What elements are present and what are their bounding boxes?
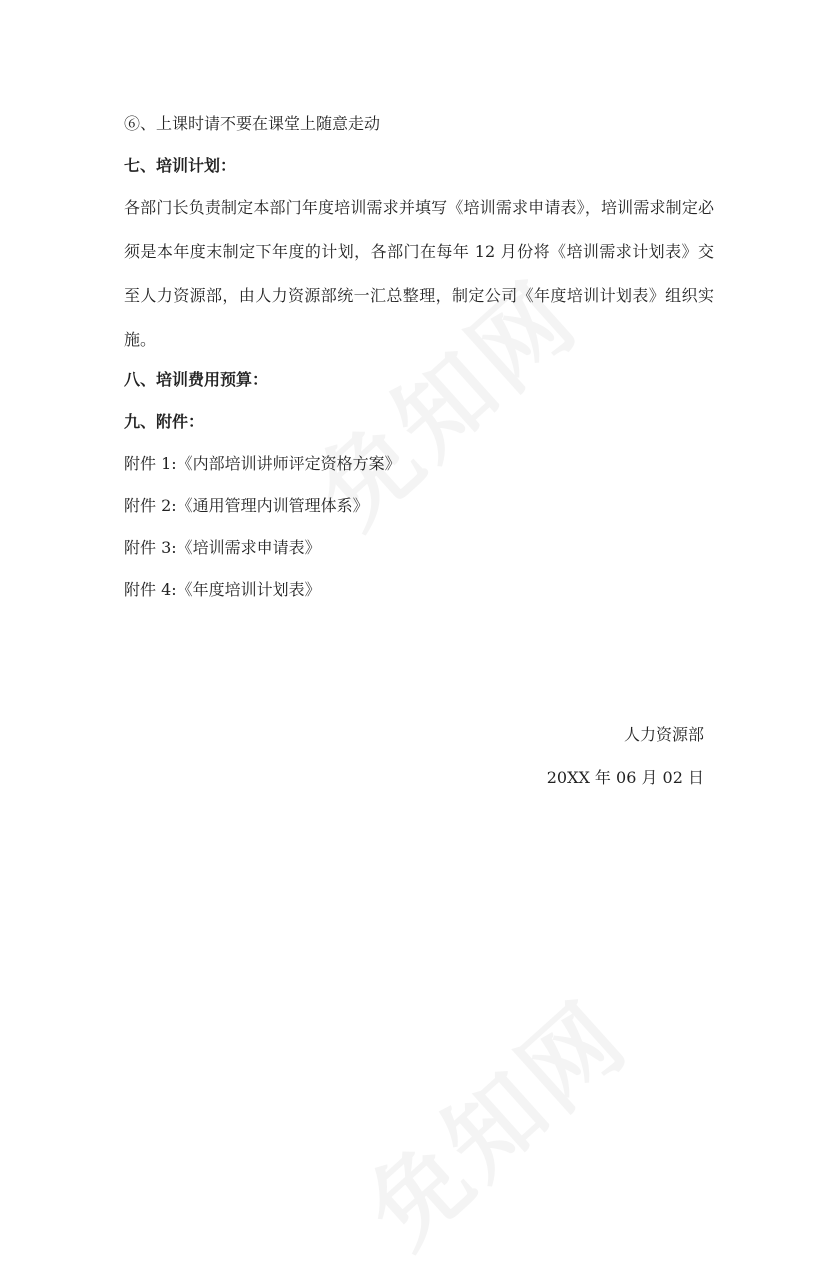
attachment-2: 附件 2:《通用管理内训管理体系》 — [124, 496, 369, 515]
attachment-3: 附件 3:《培训需求申请表》 — [124, 538, 321, 557]
attachment-4: 附件 4:《年度培训计划表》 — [124, 580, 321, 599]
section-7-paragraph: 各部门长负责制定本部门年度培训需求并填写《培训需求申请表》，培训需求制定必须是本年度末制定下年度的计划，各部门在每年 12 月份将《培训需求计划表》交至人力资源部，由人力资源部统一汇总整理，制定公司《年度培训计划表》组织实施。 — [124, 198, 714, 349]
signature-date: 20XX 年 06 月 02 日 — [546, 768, 704, 787]
section-9-heading: 九、附件： — [124, 412, 205, 431]
document-body — [124, 108, 714, 606]
rule-6-text: ⑥、上课时请不要在课堂上随意走动 — [124, 114, 381, 133]
signature-department: 人力资源部 — [623, 725, 704, 744]
watermark — [333, 965, 652, 1272]
attachment-1: 附件 1:《内部培训讲师评定资格方案》 — [124, 454, 401, 473]
section-7-heading: 七、培训计划： — [124, 156, 237, 175]
section-8-heading: 八、培训费用预算： — [124, 370, 269, 389]
